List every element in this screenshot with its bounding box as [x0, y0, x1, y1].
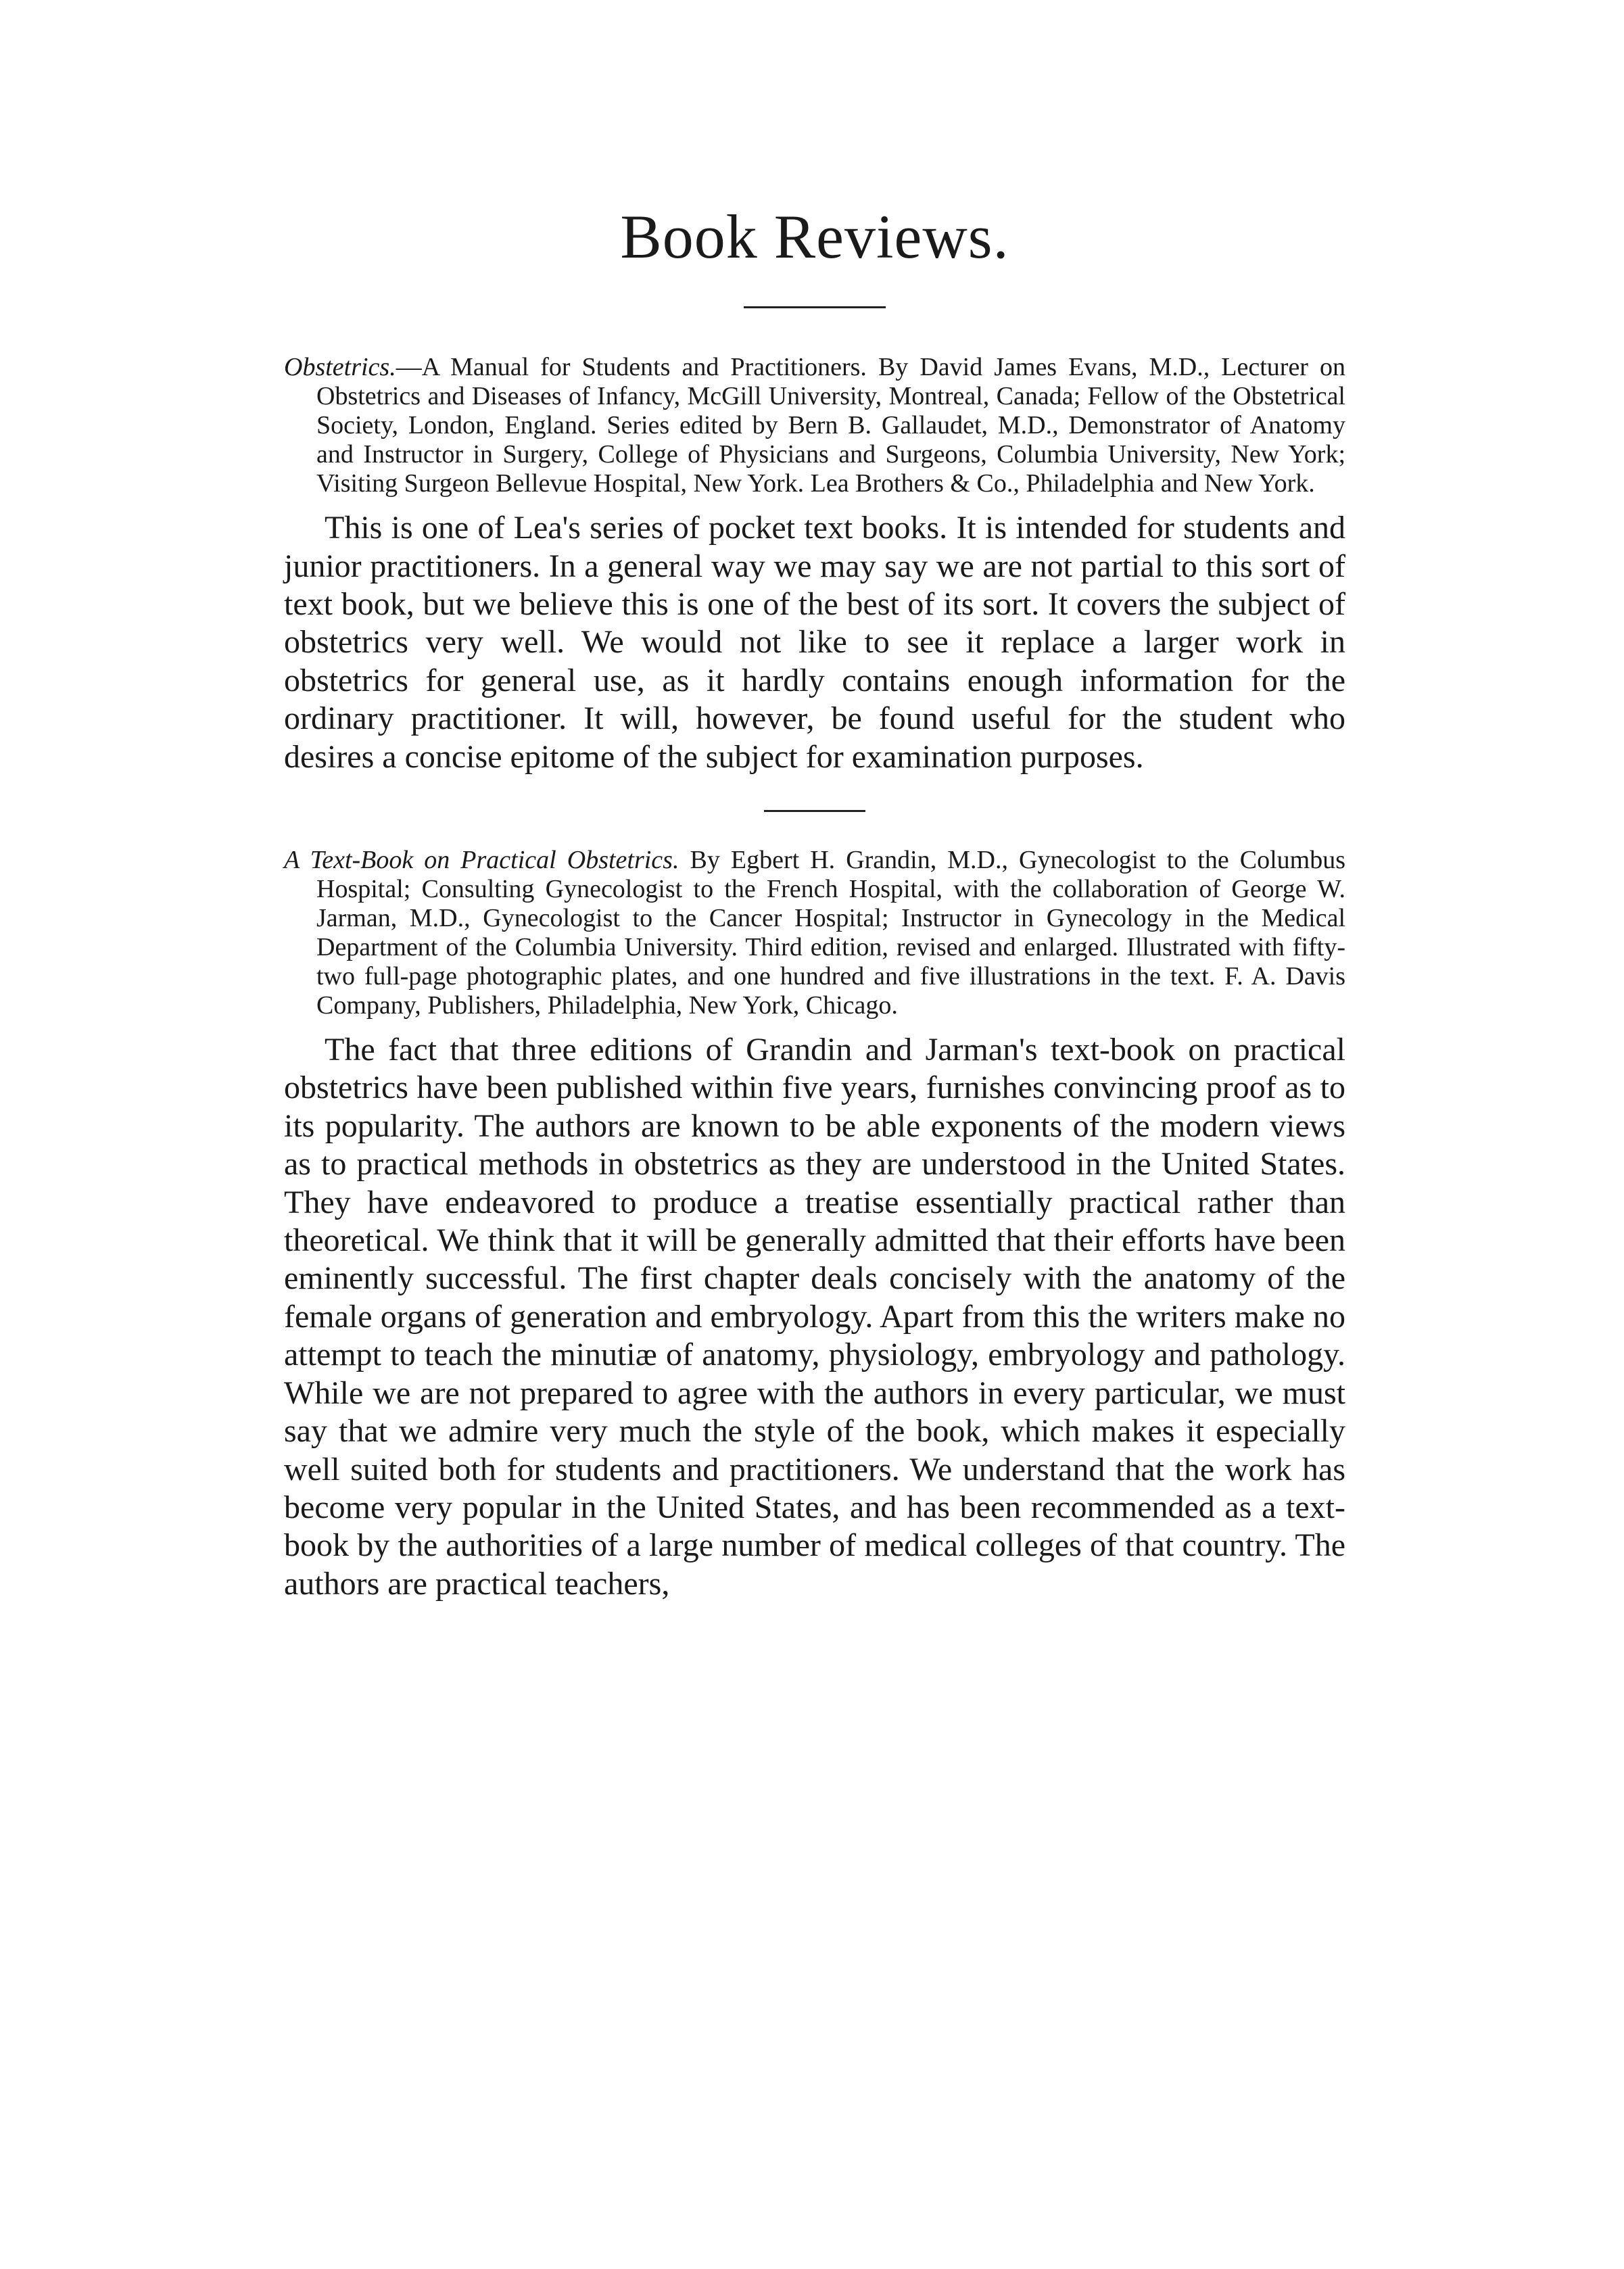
review-1-citation-details: —A Manual for Students and Practitioners. By David James Evans, M.D., Lecturer on Obstetrics and Diseases of Infancy, McGill University, Montreal, Canada; Fellow of the Obstetrical Society, London, England. Series edited by Bern B. Gallaudet, M.D., Demonstrator of Anatomy and Instructor in Surgery, College of Physicians and Surgeons, Columbia University, New York; Visiting Surgeon Bellevue Hospital, New York. Lea Brothers & Co., Philadelphia and New York. [316, 353, 1345, 498]
review-2 [284, 846, 1345, 1603]
title-divider [744, 306, 886, 308]
review-2-book-title: A Text-Book on Practical Obstetrics. [284, 846, 679, 875]
review-1-body: This is one of Lea's series of pocket text books. It is intended for students and junior practitioners. In a general way we may say we are not partial to this sort of text book, but we believe this is one of the best of its sort. It covers the subject of obstetrics very well. We would not like to see it replace a larger work in obstetrics for general use, as it hardly contains enough information for the ordinary practitioner. It will, however, be found useful for the student who desires a concise epitome of the subject for examination purposes. [284, 510, 1345, 775]
review-2-body: The fact that three editions of Grandin and Jarman's text-book on practical obstetrics have been published within five years, furnishes convincing proof as to its popularity. The authors are known to be able exponents of the modern views as to practical methods in obstetrics as they are understood in the United States. They have endeavored to produce a treatise essentially practical rather than theoretical. We think that it will be generally admitted that their efforts have been eminently successful. The first chapter deals concisely with the anatomy of the female organs of generation and embryology. Apart from this the writers make no attempt to teach the minutiæ of anatomy, physiology, embryology and pathology. While we are not prepared to agree with the authors in every particular, we must say that we admire very much the style of the book, which makes it especially well suited both for students and practitioners. We understand that the work has become very popular in the United States, and has been recommended as a text-book by the authorities of a large number of medical colleges of that country. The authors are practical teachers, [284, 1032, 1345, 1602]
review-1-book-title: Obstetrics. [284, 353, 396, 382]
review-2-citation [284, 846, 1345, 1020]
page-title: Book Reviews. [620, 202, 1009, 271]
review-1 [284, 353, 1345, 776]
review-divider [764, 810, 865, 812]
page [284, 203, 1345, 1603]
review-1-citation [284, 353, 1345, 498]
review-2-citation-details: By Egbert H. Grandin, M.D., Gynecologist to the Columbus Hospital; Consulting Gynecologist to the French Hospital, with the collaboration of George W. Jarman, M.D., Gynecologist to the Cancer Hospital; Instructor in Gynecology in the Medical Department of the Columbia University. Third edition, revised and enlarged. Illustrated with fifty-two full-page photographic plates, and one hundred and five illustrations in the text. F. A. Davis Company, Publishers, Philadelphia, New York, Chicago. [316, 846, 1345, 1020]
